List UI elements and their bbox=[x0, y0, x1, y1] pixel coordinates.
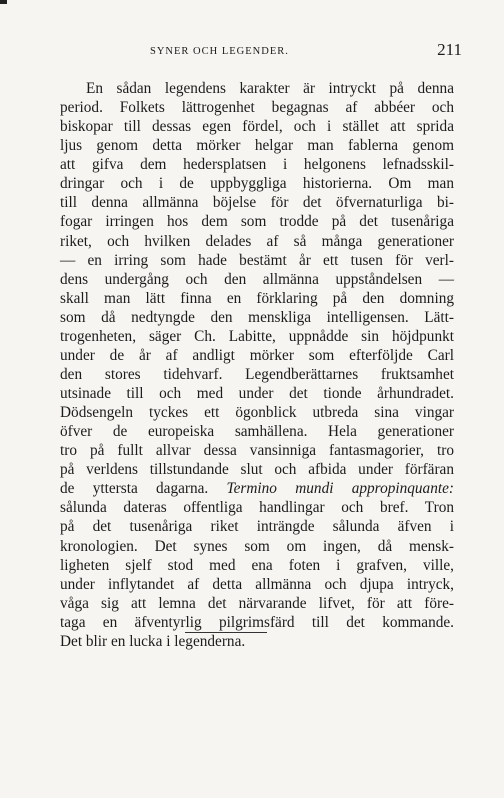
text-line: ligheten sjelf stod med ena foten i grafven, ville, bbox=[60, 556, 454, 574]
text-line: skall man lätt finna en förklaring på den domning bbox=[60, 289, 454, 307]
latin-phrase: Termino mundi appropinquante: bbox=[226, 480, 454, 498]
text-line: tro på fullt allvar dessa vansinniga fantasmagorier, tro bbox=[60, 442, 454, 460]
text-line: under de år af andligt mörker som efterföljde Carl bbox=[60, 346, 454, 364]
text-line: En sådan legendens karakter är intryckt på denna bbox=[86, 80, 454, 97]
text-line: sålunda dateras offentliga handlingar och bref. Tron bbox=[60, 499, 454, 517]
scan-corner-mark bbox=[0, 0, 7, 4]
text-line: dens undergång och den allmänna uppståndelsen — bbox=[60, 270, 454, 288]
text-line: på det tusenåriga riket inträngde sålunda äfven i bbox=[60, 518, 454, 536]
text-line: på verldens tillstundande slut och afbida under förfäran bbox=[60, 461, 454, 479]
text-line: period. Folkets lättrogenhet begagnas af abbéer och bbox=[60, 99, 454, 117]
text-line: att gifva dem hedersplatsen i helgonens lefnadsskil- bbox=[60, 156, 454, 174]
running-head bbox=[0, 40, 504, 64]
text-line: fogar irringen hos dem som trodde på det tusenåriga bbox=[60, 213, 454, 231]
text-line: — en irring som hade bestämt år ett tusen för verl- bbox=[60, 251, 454, 269]
text-line: våga sig att lemna det närvarande lifvet, för att före- bbox=[60, 594, 454, 612]
text-line: dringar och i de uppbyggliga historierna. Om man bbox=[60, 175, 454, 193]
text-line: den stores tidehvarf. Legendberättarnes fruktsamhet bbox=[60, 365, 454, 383]
text-line: till denna allmänna böjelse för det öfvernaturliga bi- bbox=[60, 194, 454, 212]
text-line: öfver de europeiska samhällena. Hela generationer bbox=[60, 423, 454, 441]
text-line: ljus genom detta mörker helgar man fablerna genom bbox=[60, 137, 454, 155]
text-line: trogenheten, säger Ch. Labitte, uppnådde sin höjdpunkt bbox=[60, 327, 454, 345]
section-divider bbox=[185, 632, 267, 633]
body-paragraph bbox=[60, 79, 454, 651]
text-line: riket, och hvilken delades af så många generationer bbox=[60, 232, 454, 250]
text-line: Det blir en lucka i legenderna. bbox=[60, 632, 246, 650]
page-number: 211 bbox=[437, 40, 462, 59]
running-title: SYNER OCH LEGENDER. bbox=[150, 46, 289, 57]
text-line: under inflytandet af detta allmänna och djupa intryck, bbox=[60, 575, 454, 593]
text-line: taga en äfventyrlig pilgrimsfärd till det kommande. bbox=[60, 613, 454, 631]
text-line: kronologien. Det synes som om ingen, då mensk- bbox=[60, 537, 454, 555]
text-line: Dödsengeln tyckes ett ögonblick utbreda sina vingar bbox=[60, 404, 454, 422]
text-line: som då nedtyngde den menskliga intelligensen. Lätt- bbox=[60, 308, 454, 326]
text-line: biskopar till dessas egen fördel, och i stället att sprida bbox=[60, 118, 454, 136]
text-line: de yttersta dagarna. Termino mundi appropinquante: bbox=[60, 480, 454, 498]
text-line: utsinade till och med under det tionde århundradet. bbox=[60, 385, 454, 402]
